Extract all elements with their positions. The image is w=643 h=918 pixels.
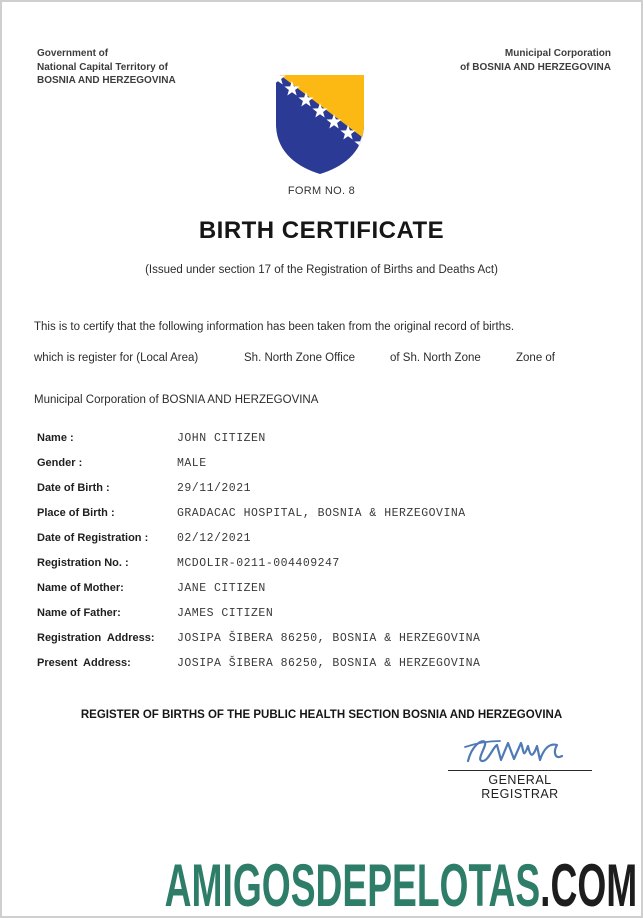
field-row — [37, 432, 597, 457]
field-row — [37, 457, 597, 482]
header-left-line3: BOSNIA AND HERZEGOVINA — [37, 75, 176, 86]
field-value: JOHN CITIZEN — [177, 432, 266, 445]
field-value: JAMES CITIZEN — [177, 607, 274, 620]
field-row — [37, 582, 597, 607]
field-row — [37, 607, 597, 632]
field-value: JOSIPA ŠIBERA 86250, BOSNIA & HERZEGOVINA — [177, 632, 481, 645]
register-office-value: Sh. North Zone Office — [244, 352, 356, 364]
header-right-line2: of BOSNIA AND HERZEGOVINA — [460, 61, 611, 73]
signature-block — [448, 735, 592, 801]
field-row — [37, 657, 597, 682]
register-line-tail: Zone of — [516, 352, 555, 364]
field-value: GRADACAC HOSPITAL, BOSNIA & HERZEGOVINA — [177, 507, 466, 520]
signature-line — [448, 770, 592, 771]
form-number: FORM NO. 8 — [287, 185, 356, 197]
header-right-line1: Municipal Corporation — [504, 48, 611, 59]
coat-of-arms-icon — [270, 72, 370, 176]
field-label: Gender : — [37, 457, 83, 469]
register-zone-value: of Sh. North Zone — [390, 352, 481, 364]
field-label: Date of Registration : — [37, 532, 149, 544]
register-line-intro: which is register for (Local Area) — [34, 352, 199, 364]
field-label: Name : — [37, 432, 74, 444]
field-value: JOSIPA ŠIBERA 86250, BOSNIA & HERZEGOVINA — [177, 657, 481, 670]
page-title: BIRTH CERTIFICATE — [198, 217, 445, 244]
header-left-line2: National Capital Territory of — [37, 61, 168, 73]
registrar-title: GENERAL REGISTRAR — [481, 773, 559, 801]
field-row — [37, 507, 597, 532]
field-value: JANE CITIZEN — [177, 582, 266, 595]
field-row — [37, 532, 597, 557]
register-footer: REGISTER OF BIRTHS OF THE PUBLIC HEALTH SECTION BOSNIA AND HERZEGOVINA — [80, 709, 563, 721]
certificate-fields — [37, 432, 597, 682]
header-left-line1: Government of — [37, 48, 109, 59]
title-subtext: (Issued under section 17 of the Registration of Births and Deaths Act) — [145, 264, 498, 276]
register-corporation-line: Municipal Corporation of BOSNIA AND HERZEGOVINA — [34, 394, 319, 406]
watermark-main: AMIGOSDEPELOTAS — [164, 852, 540, 918]
field-label: Name of Father: — [37, 607, 121, 619]
field-label: Place of Birth : — [37, 507, 115, 519]
registrar-signature-icon — [460, 735, 580, 769]
header-left — [37, 47, 176, 88]
field-value: MCDOLIR-0211-004409247 — [177, 557, 340, 570]
field-value: MALE — [177, 457, 207, 470]
field-row — [37, 482, 597, 507]
field-label: Name of Mother: — [37, 582, 124, 594]
header-right — [460, 47, 611, 74]
field-value: 02/12/2021 — [177, 532, 252, 545]
field-label: Date of Birth : — [37, 482, 110, 494]
watermark-suffix: .COM — [539, 852, 637, 918]
field-row — [37, 557, 597, 582]
field-label: Registration No. : — [37, 557, 129, 569]
watermark — [164, 852, 637, 918]
field-value: 29/11/2021 — [177, 482, 252, 495]
field-row — [37, 632, 597, 657]
field-label: Registration Address: — [37, 632, 155, 644]
certify-statement: This is to certify that the following information has been taken from the original record of births. — [34, 320, 515, 333]
field-label: Present Address: — [37, 657, 131, 669]
